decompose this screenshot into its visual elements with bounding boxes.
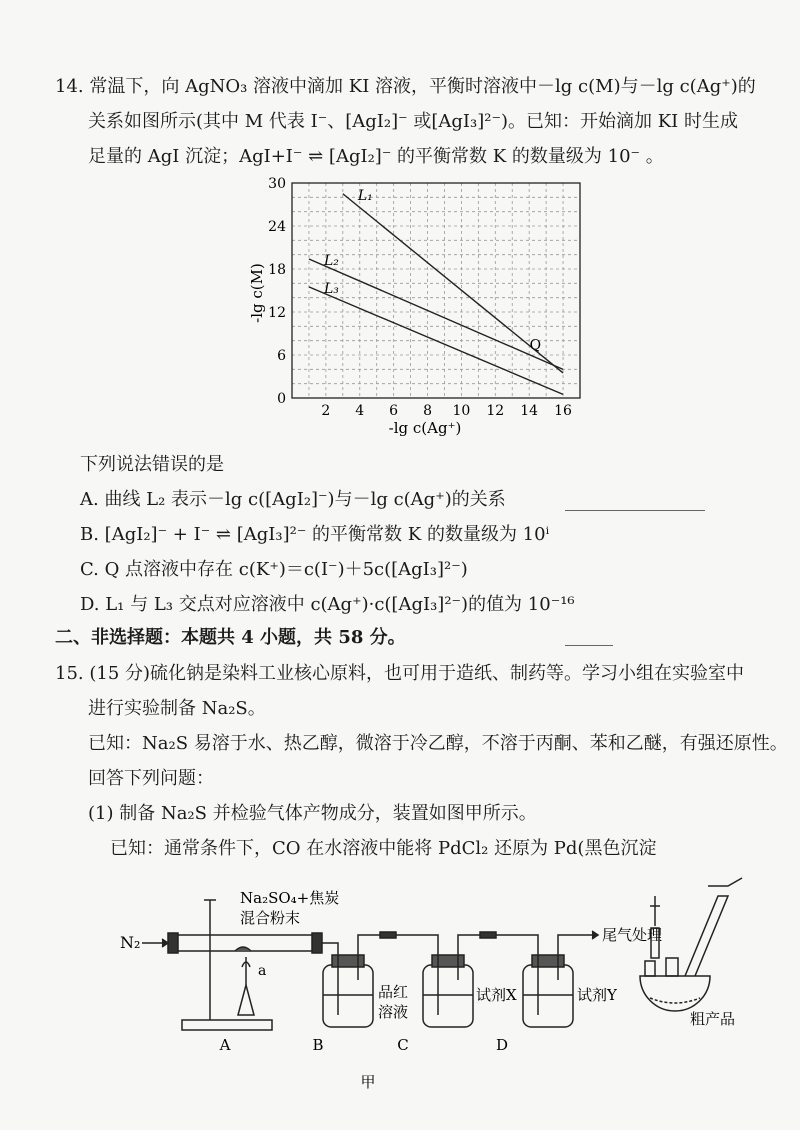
series-label: L₂: [323, 252, 339, 269]
point-label-q: Q: [529, 337, 542, 354]
chart-series: [309, 188, 563, 395]
y-tick-label: 0: [277, 391, 286, 407]
y-axis-label: -lg c(M): [248, 263, 266, 323]
q15-line4: 回答下列问题：: [88, 768, 214, 789]
label-A: A: [219, 1036, 231, 1054]
bottle-b: [323, 965, 373, 1027]
q14-option-b: B. [AgI₂]⁻ + I⁻ ⇌ [AgI₃]²⁻ 的平衡常数 K 的数量级为 10ⁱ: [80, 524, 550, 545]
tail-gas-label: 尾气处理: [602, 926, 663, 944]
pinhong-label-2: 溶液: [378, 1003, 409, 1021]
q15-line2: 进行实验制备 Na₂S。: [88, 698, 266, 719]
figure-caption: 甲: [360, 1073, 376, 1091]
apparatus-diagram: [100, 855, 663, 1115]
q15-line3: 已知：Na₂S 易溶于水、热乙醇，微溶于冷乙醇，不溶于丙酮、苯和乙醚，有强还原性。: [88, 733, 788, 754]
lg-chart: [240, 168, 600, 438]
section-heading: 二、非选择题：本题共 4 小题，共 58 分。: [55, 627, 406, 648]
condenser: [685, 896, 728, 976]
q14-stem-line1: 14. 常温下，向 AgNO₃ 溶液中滴加 KI 溶液，平衡时溶液中－lg c(M)与－lg c(Ag⁺)的: [55, 76, 756, 97]
q15-line5: (1) 制备 Na₂S 并检验气体产物成分，装置如图甲所示。: [88, 803, 537, 824]
answer-blank: [565, 510, 705, 511]
q14-prompt: 下列说法错误的是: [80, 454, 224, 475]
x-axis-label: -lg c(Ag⁺): [388, 419, 462, 437]
bottle-d: [523, 965, 573, 1027]
y-tick-label: 12: [268, 305, 286, 321]
q15-line1: 15. (15 分)硫化钠是染料工业核心原料，也可用于造纸、制药等。学习小组在实验室中: [55, 663, 745, 684]
y-tick-label: 6: [277, 348, 286, 364]
series-label: L₃: [323, 280, 339, 297]
x-tick-label: 6: [389, 403, 399, 419]
label-C: C: [397, 1036, 409, 1054]
q14-option-c: C. Q 点溶液中存在 c(K⁺)＝c(I⁻)＋5c([AgI₃]²⁻): [80, 559, 468, 580]
x-tick-label: 14: [520, 403, 539, 419]
round-flask: [640, 976, 710, 1011]
y-tick-label: 18: [268, 262, 286, 278]
x-tick-label: 16: [554, 403, 572, 419]
flask-diagram: [610, 866, 760, 1036]
mixture-label-2: 混合粉末: [240, 909, 301, 927]
y-tick-label: 24: [268, 219, 286, 235]
q14-stem-line2: 关系如图所示(其中 M 代表 I⁻、[AgI₂]⁻ 或[AgI₃]²⁻)。已知：开始滴加 KI 时生成: [88, 111, 738, 132]
x-tick-label: 12: [486, 403, 505, 419]
label-D: D: [495, 1036, 509, 1054]
reagent-y-label: 试剂Y: [577, 986, 617, 1004]
q14-option-a: A. 曲线 L₂ 表示－lg c([AgI₂]⁻)与－lg c(Ag⁺)的关系: [80, 489, 506, 510]
series-label: L₁: [357, 187, 373, 204]
margin-mark: [565, 645, 613, 646]
q15-line6: 已知：通常条件下，CO 在水溶液中能将 PdCl₂ 还原为 Pd(黑色沉淀: [110, 838, 657, 859]
x-tick-label: 10: [452, 403, 471, 419]
crude-product-label: 粗产品: [690, 1010, 736, 1028]
stand-base: [182, 1020, 272, 1030]
label-B: B: [312, 1036, 324, 1054]
x-tick-label: 2: [321, 403, 331, 419]
y-tick-label: 30: [268, 176, 286, 192]
q14-stem-line3: 足量的 AgI 沉淀；AgI+I⁻ ⇌ [AgI₂]⁻ 的平衡常数 K 的数量级为 10⁻ 。: [88, 146, 664, 167]
pinhong-label-1: 品红: [378, 983, 409, 1001]
n2-label: N₂: [120, 933, 141, 952]
x-tick-label: 4: [355, 403, 365, 419]
reagent-x-label: 试剂X: [476, 986, 517, 1004]
series-line: [309, 259, 563, 369]
burner: [238, 985, 254, 1015]
q14-option-d: D. L₁ 与 L₃ 交点对应溶液中 c(Ag⁺)·c([AgI₃]²⁻)的值为 10⁻¹⁶: [80, 594, 575, 615]
label-a: a: [258, 963, 267, 979]
mixture-label-1: Na₂SO₄+焦炭: [240, 889, 340, 907]
bottle-c: [423, 965, 473, 1027]
x-tick-label: 8: [423, 403, 432, 419]
